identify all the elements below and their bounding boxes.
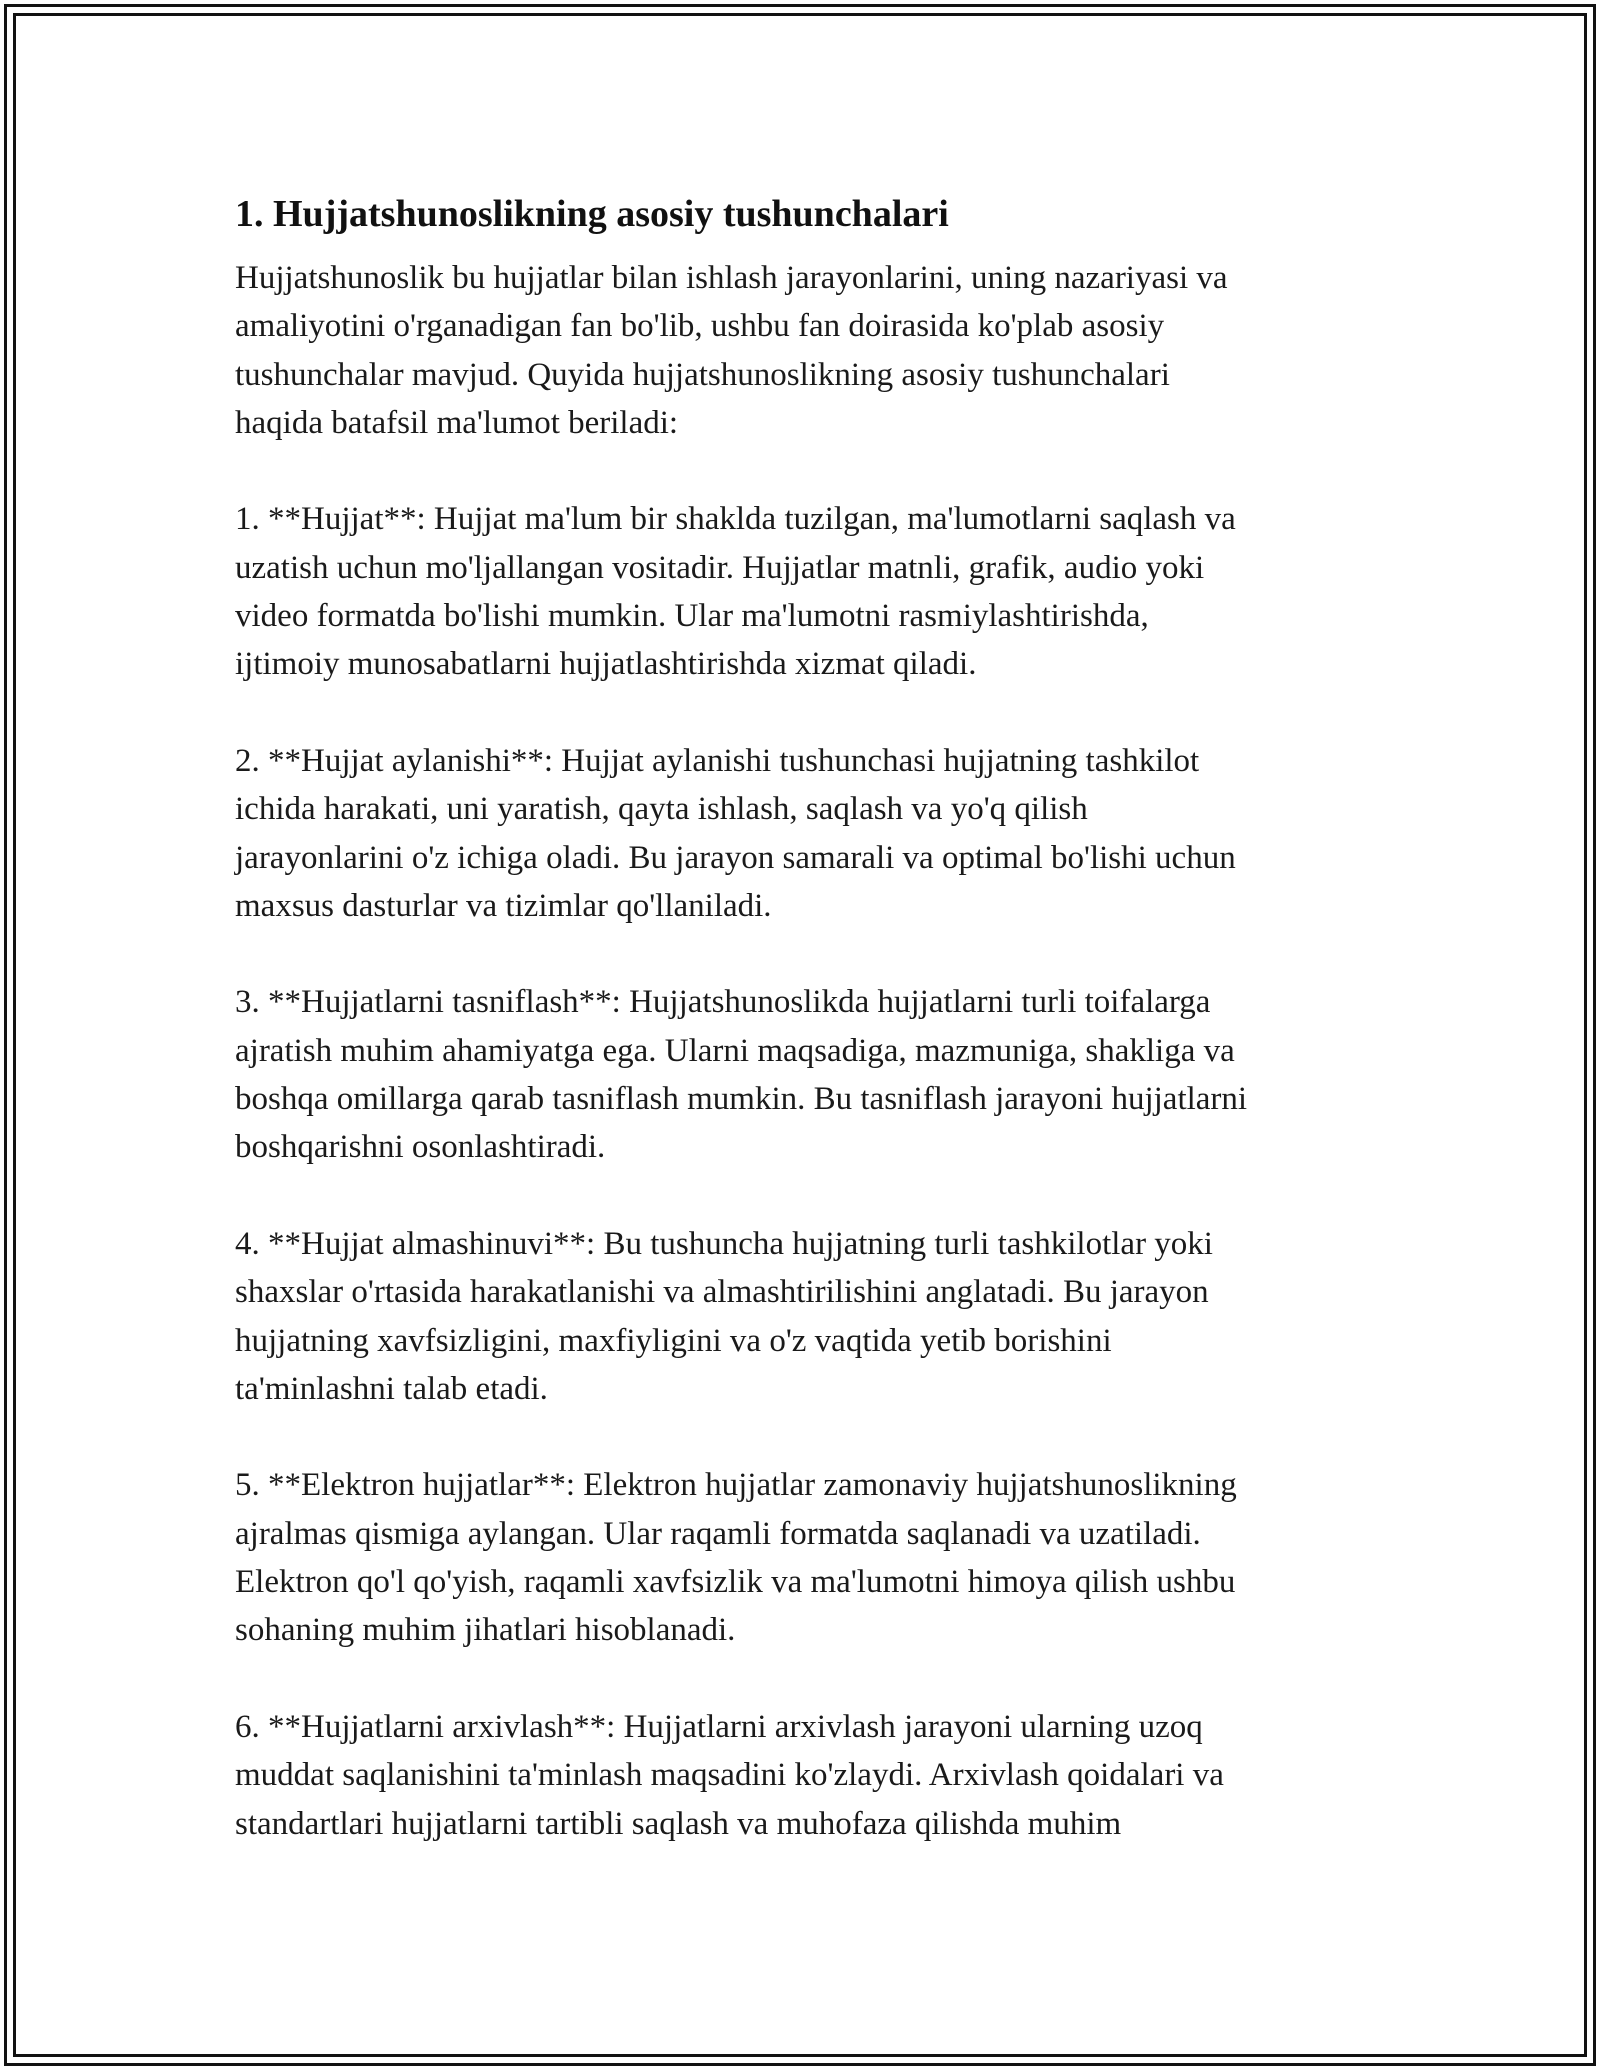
page-title: 1. Hujjatshunoslikning asosiy tushunchalari <box>235 193 949 235</box>
list-item-hujjat-almashinuvi: 4. **Hujjat almashinuvi**: Bu tushuncha hujjatning turli tashkilotlar yoki shaxslar o'rtasida harakatlanishi va almashtirilishini anglatadi. Bu jarayon hujjatning xavfsizligini, maxfiyligini va o'z vaqtida yetib borishini ta'minlashni talab etadi. <box>235 1225 1213 1407</box>
list-item-hujjatlarni-tasniflash: 3. **Hujjatlarni tasniflash**: Hujjatshunoslikda hujjatlarni turli toifalarga ajratish muhim ahamiyatga ega. Ularni maqsadiga, mazmuniga, shakliga va boshqa omillarga qarab tasniflash mumkin. Bu tasniflash jarayoni hujjatlarni boshqarishni osonlashtiradi. <box>235 984 1248 1166</box>
list-item-hujjatlarni-arxivlash: 6. **Hujjatlarni arxivlash**: Hujjatlarni arxivlash jarayoni ularning uzoq muddat saqlanishini ta'minlash maqsadini ko'zlaydi. Arxivlash qoidalari va standartlari hujjatlarni tartibli saqlash va muhofaza qilishda muhim <box>235 1708 1224 1842</box>
list-item-elektron-hujjatlar: 5. **Elektron hujjatlar**: Elektron hujjatlar zamonaviy hujjatshunoslikning ajralmas qismiga aylangan. Ular raqamli formatda saqlanadi va uzatiladi. Elektron qo'l qo'yish, raqamli xavfsizlik va ma'lumotni himoya qilish ushbu sohaning muhim jihatlari hisoblanadi. <box>235 1467 1237 1649</box>
list-item-hujjat-aylanishi: 2. **Hujjat aylanishi**: Hujjat aylanishi tushunchasi hujjatning tashkilot ichida harakati, uni yaratish, qayta ishlash, saqlash va yo'q qilish jarayonlarini o'z ichiga oladi. Bu jarayon samarali va optimal bo'lishi uchun maxsus dasturlar va tizimlar qo'llaniladi. <box>235 742 1236 924</box>
list-item-hujjat: 1. **Hujjat**: Hujjat ma'lum bir shaklda tuzilgan, ma'lumotlarni saqlash va uzatish uchun mo'ljallangan vositadir. Hujjatlar matnli, grafik, audio yoki video formatda bo'lishi mumkin. Ular ma'lumotni rasmiylashtirishda, ijtimoiy munosabatlarni hujjatlashtirishda xizmat qiladi. <box>235 501 1236 683</box>
document-body <box>235 186 1385 1848</box>
intro-paragraph: Hujjatshunoslik bu hujjatlar bilan ishlash jarayonlarini, uning nazariyasi va amaliyotini o'rganadigan fan bo'lib, ushbu fan doirasida ko'plab asosiy tushunchalar mavjud. Quyida hujjatshunoslikning asosiy tushunchalari haqida batafsil ma'lumot beriladi: <box>235 260 1228 441</box>
